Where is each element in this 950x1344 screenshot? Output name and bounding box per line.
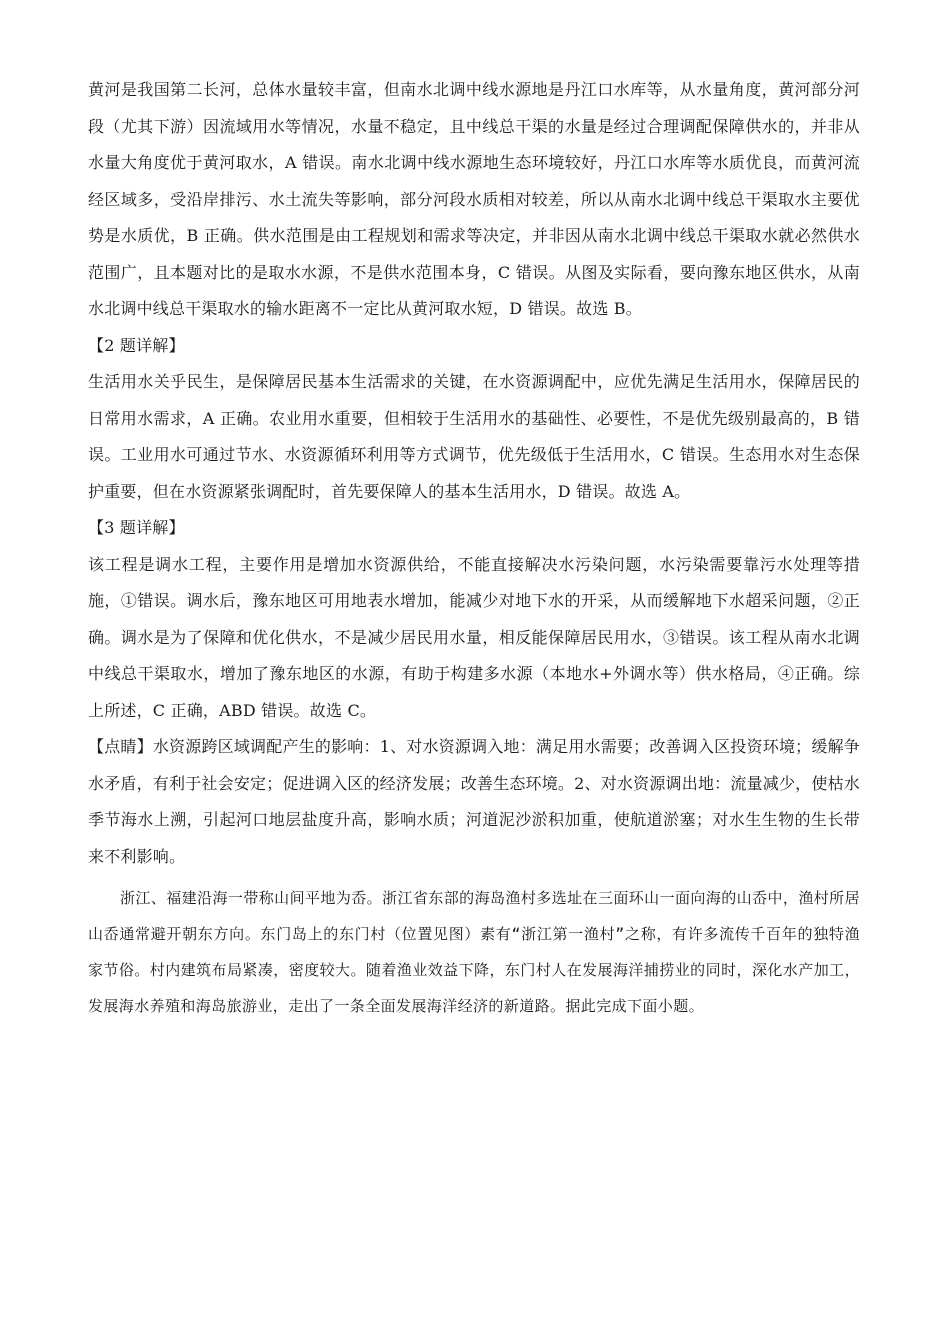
tip-label: 【点睛】 <box>88 737 153 756</box>
q3-explanation: 该工程是调水工程，主要作用是增加水资源供给，不能直接解决水污染问题，水污染需要靠污水处理等措施，①错误。调水后，豫东地区可用地表水增加，能减少对地下水的开采，从而缓解地下水超采问题，②正确。调水是为了保障和优化供水，不是减少居民用水量，相反能保障居民用水，③错误。该工程从南水北调中线总干渠取水，增加了豫东地区的水源，有助于构建多水源（本地水+外调水等）供水格局，④正确。综上所述，C 正确，ABD 错误。故选 C。 <box>88 554 860 720</box>
passage-text: 浙江、福建沿海一带称山间平地为岙。浙江省东部的海岛渔村多选址在三面环山一面向海的山岙中，渔村所居山岙通常避开朝东方向。东门岛上的东门村（位置见图）素有“浙江第一渔村”之称，有许多流传千百年的独特渔家节俗。村内建筑布局紧凑，密度较大。随着渔业效益下降，东门村人在发展海洋捕捞业的同时，深化水产加工，发展海水养殖和海岛旅游业，走出了一条全面发展海洋经济的新道路。据此完成下面小题。 <box>88 889 860 1015</box>
tip-body: 水资源跨区域调配产生的影响：1、对水资源调入地：满足用水需要；改善调入区投资环境；缓解争水矛盾，有利于社会安定；促进调入区的经济发展；改善生态环境。2、对水资源调出地：流量减少，使枯水季节海水上溯，引起河口地层盐度升高，影响水质；河道泥沙淤积加重，使航道淤塞；对水生生物的生长带来不利影响。 <box>88 737 860 866</box>
q1-explanation: 黄河是我国第二长河，总体水量较丰富，但南水北调中线水源地是丹江口水库等，从水量角度，黄河部分河段（尤其下游）因流域用水等情况，水量不稳定，且中线总干渠的水量是经过合理调配保障供水的，并非从水量大角度优于黄河取水，A 错误。南水北调中线水源地生态环境较好，丹江口水库等水质优良，而黄河流经区域多，受沿岸排污、水土流失等影响，部分河段水质相对较差，所以从南水北调中线总干渠取水主要优势是水质优，B 正确。供水范围是由工程规划和需求等决定，并非因从南水北调中线总干渠取水就必然供水范围广，且本题对比的是取水水源，不是供水范围本身，C 错误。从图及实际看，要向豫东地区供水，从南水北调中线总干渠取水的输水距离不一定比从黄河取水短，D 错误。故选 B。 <box>88 80 860 318</box>
explanation-section <box>88 72 860 875</box>
q2-heading: 【2 题详解】 <box>88 335 185 355</box>
tip-paragraph <box>88 729 860 875</box>
q3-heading: 【3 题详解】 <box>88 518 185 537</box>
q2-explanation: 生活用水关乎民生，是保障居民基本生活需求的关键，在水资源调配中，应优先满足生活用水，保障居民的日常用水需求，A 正确。农业用水重要，但相较于生活用水的基础性、必要性，不是优先级别最高的，B 错误。工业用水可通过节水、水资源循环利用等方式调节，优先级低于生活用水，C 错误。生态用水对生态保护重要，但在水资源紧张调配时，首先要保障人的基本生活用水，D 错误。故选 A。 <box>88 372 860 501</box>
reading-passage <box>88 880 860 1024</box>
